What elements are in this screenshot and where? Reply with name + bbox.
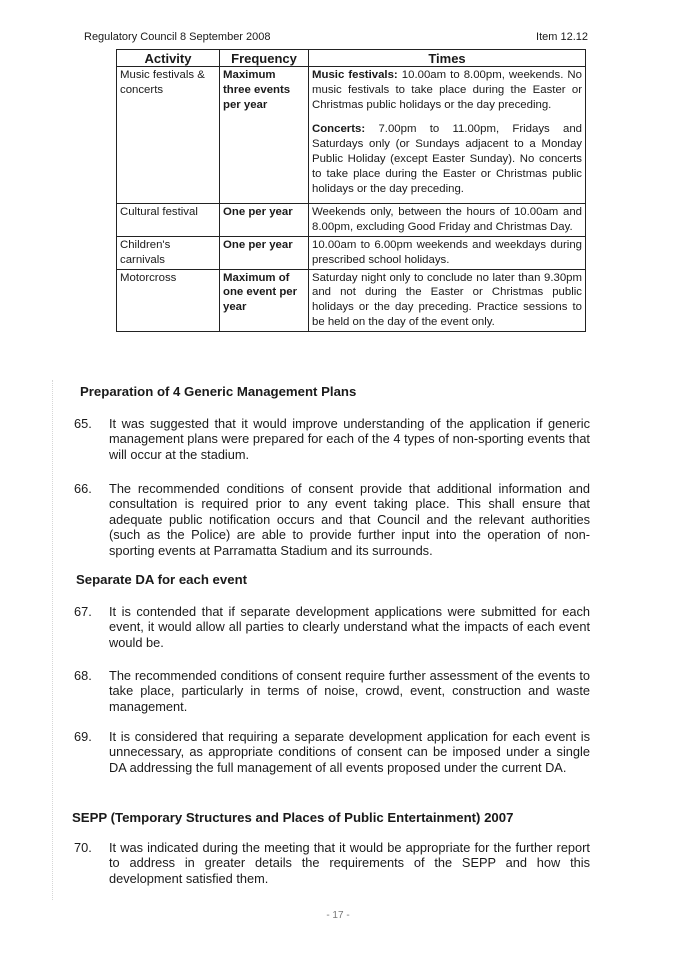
times-text: Weekends only, between the hours of 10.00am and 8.00pm, excluding Good Friday and Christmas Day. bbox=[312, 206, 582, 234]
paragraph-number: 67. bbox=[74, 604, 92, 619]
times-label: Concerts: bbox=[312, 123, 366, 136]
header-item-number: Item 12.12 bbox=[536, 31, 588, 43]
activity-cell: Music festivals & concerts bbox=[117, 67, 220, 204]
times-text: 7.00pm to 11.00pm, Fridays and Saturdays only (or Sundays adjacent to a Monday Public Holiday (except Easter Sunday). No concerts to take place during the Easter or Christmas public holidays or the day preceding. bbox=[312, 123, 582, 195]
times-cell bbox=[309, 236, 586, 269]
section-heading-management-plans: Preparation of 4 Generic Management Plans bbox=[80, 384, 357, 399]
page-number: - 17 - bbox=[326, 910, 350, 921]
frequency-cell: Maximum three events per year bbox=[220, 67, 309, 204]
times-paragraph bbox=[312, 68, 582, 112]
times-text: 10.00am to 8.00pm, weekends. No music festivals to take place during the Easter or Christmas public holidays or the day preceding. bbox=[312, 69, 582, 111]
paragraph-text: The recommended conditions of consent require further assessment of the events to take place, particularly in terms of noise, crowd, event, construction and waste management. bbox=[109, 668, 590, 714]
activity-cell: Cultural festival bbox=[117, 204, 220, 237]
events-table bbox=[116, 49, 586, 332]
times-text: Saturday night only to conclude no later than 9.30pm and not during the Easter or Christmas public holidays or the day preceding. Practice sessions to be held on the day of the event only. bbox=[312, 271, 582, 328]
column-header-activity: Activity bbox=[117, 50, 220, 67]
paragraph-text: It was suggested that it would improve understanding of the application if generic management plans were prepared for each of the 4 types of non-sporting events that will occur at the stadium. bbox=[109, 416, 590, 462]
table-header-row bbox=[117, 50, 586, 67]
margin-scan-dots bbox=[52, 380, 54, 900]
times-text: 10.00am to 6.00pm weekends and weekdays during prescribed school holidays. bbox=[312, 238, 582, 266]
column-header-frequency: Frequency bbox=[220, 50, 309, 67]
table-row bbox=[117, 236, 586, 269]
paragraph-text: The recommended conditions of consent provide that additional information and consultation is required prior to any event taking place. This shall ensure that adequate public notification occurs and that Council and the relevant authorities (such as the Police) are able to provide further input into the operation of non-sporting events at Parramatta Stadium and its surrounds. bbox=[109, 481, 590, 558]
paragraph-number: 68. bbox=[74, 668, 92, 683]
section-heading-sepp: SEPP (Temporary Structures and Places of Public Entertainment) 2007 bbox=[72, 810, 514, 825]
paragraph-67 bbox=[74, 604, 590, 650]
activity-cell: Motorcross bbox=[117, 269, 220, 331]
table-row bbox=[117, 67, 586, 204]
frequency-cell: One per year bbox=[220, 204, 309, 237]
paragraph-70 bbox=[74, 840, 590, 886]
section-heading-separate-da: Separate DA for each event bbox=[76, 572, 248, 587]
paragraph-66 bbox=[74, 481, 590, 558]
paragraph-68 bbox=[74, 668, 590, 714]
paragraph-number: 65. bbox=[74, 416, 92, 431]
paragraph-65 bbox=[74, 416, 590, 462]
times-cell bbox=[309, 67, 586, 204]
table-row bbox=[117, 204, 586, 237]
frequency-cell: Maximum of one event per year bbox=[220, 269, 309, 331]
header-meeting-title: Regulatory Council 8 September 2008 bbox=[84, 31, 271, 43]
times-cell bbox=[309, 204, 586, 237]
activity-cell: Children's carnivals bbox=[117, 236, 220, 269]
frequency-cell: One per year bbox=[220, 236, 309, 269]
times-paragraph bbox=[312, 122, 582, 196]
paragraph-number: 69. bbox=[74, 729, 92, 744]
paragraph-text: It is contended that if separate development applications were submitted for each event, it would allow all parties to clearly understand what the impacts of each event would be. bbox=[109, 604, 590, 650]
paragraph-number: 66. bbox=[74, 481, 92, 496]
column-header-times: Times bbox=[309, 50, 586, 67]
times-label: Music festivals: bbox=[312, 69, 398, 81]
times-cell bbox=[309, 269, 586, 331]
table-row bbox=[117, 269, 586, 331]
paragraph-text: It is considered that requiring a separate development application for each event is unnecessary, as appropriate conditions of consent can be imposed under a single DA addressing the full management of all events proposed under the current DA. bbox=[109, 729, 590, 775]
paragraph-text: It was indicated during the meeting that it would be appropriate for the further report to address in greater details the requirements of the SEPP and how this development satisfied them. bbox=[109, 840, 590, 886]
paragraph-number: 70. bbox=[74, 840, 92, 855]
paragraph-69 bbox=[74, 729, 590, 775]
